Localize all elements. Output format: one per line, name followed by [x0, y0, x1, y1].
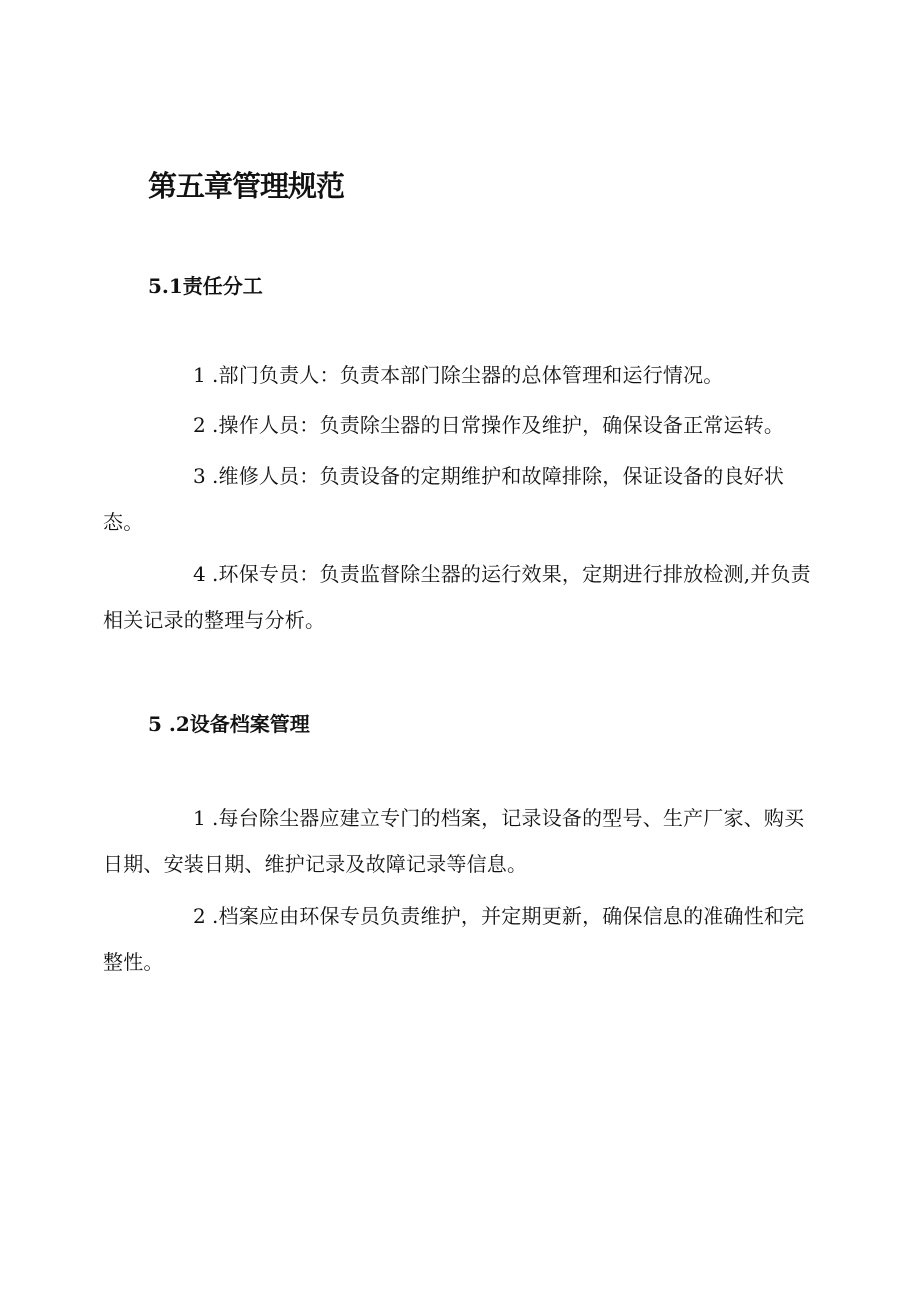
item-number: 1: [193, 363, 206, 387]
item-number: 1: [193, 806, 206, 830]
item-number: 4: [193, 562, 206, 586]
item-text: .部门负责人：负责本部门除尘器的总体管理和运行情况。: [211, 363, 724, 387]
list-item: [103, 352, 818, 398]
list-item: [103, 551, 818, 643]
item-text: .档案应由环保专员负责维护，并定期更新，确保信息的准确性和完整性。: [103, 904, 805, 974]
list-item: [103, 402, 818, 448]
item-text: .操作人员：负责除尘器的日常操作及维护，确保设备正常运转。: [211, 413, 785, 437]
list-item: [103, 893, 818, 985]
list-item: [103, 453, 818, 545]
item-text: .维修人员：负责设备的定期维护和故障排除，保证设备的良好状态。: [103, 464, 785, 534]
item-number: 2: [193, 904, 206, 928]
section-heading-responsibilities: 5.1责任分工: [148, 274, 263, 298]
section-heading-equipment-archives: 5 .2设备档案管理: [148, 712, 310, 736]
chapter-title: 第五章管理规范: [148, 169, 345, 203]
item-number: 2: [193, 413, 206, 437]
item-text: .每台除尘器应建立专门的档案，记录设备的型号、生产厂家、购买日期、安装日期、维护记录及故障记录等信息。: [103, 806, 805, 876]
list-item: [103, 795, 818, 887]
item-text: .环保专员：负责监督除尘器的运行效果，定期进行排放检测,并负责相关记录的整理与分析。: [103, 562, 811, 632]
item-number: 3: [193, 464, 206, 488]
